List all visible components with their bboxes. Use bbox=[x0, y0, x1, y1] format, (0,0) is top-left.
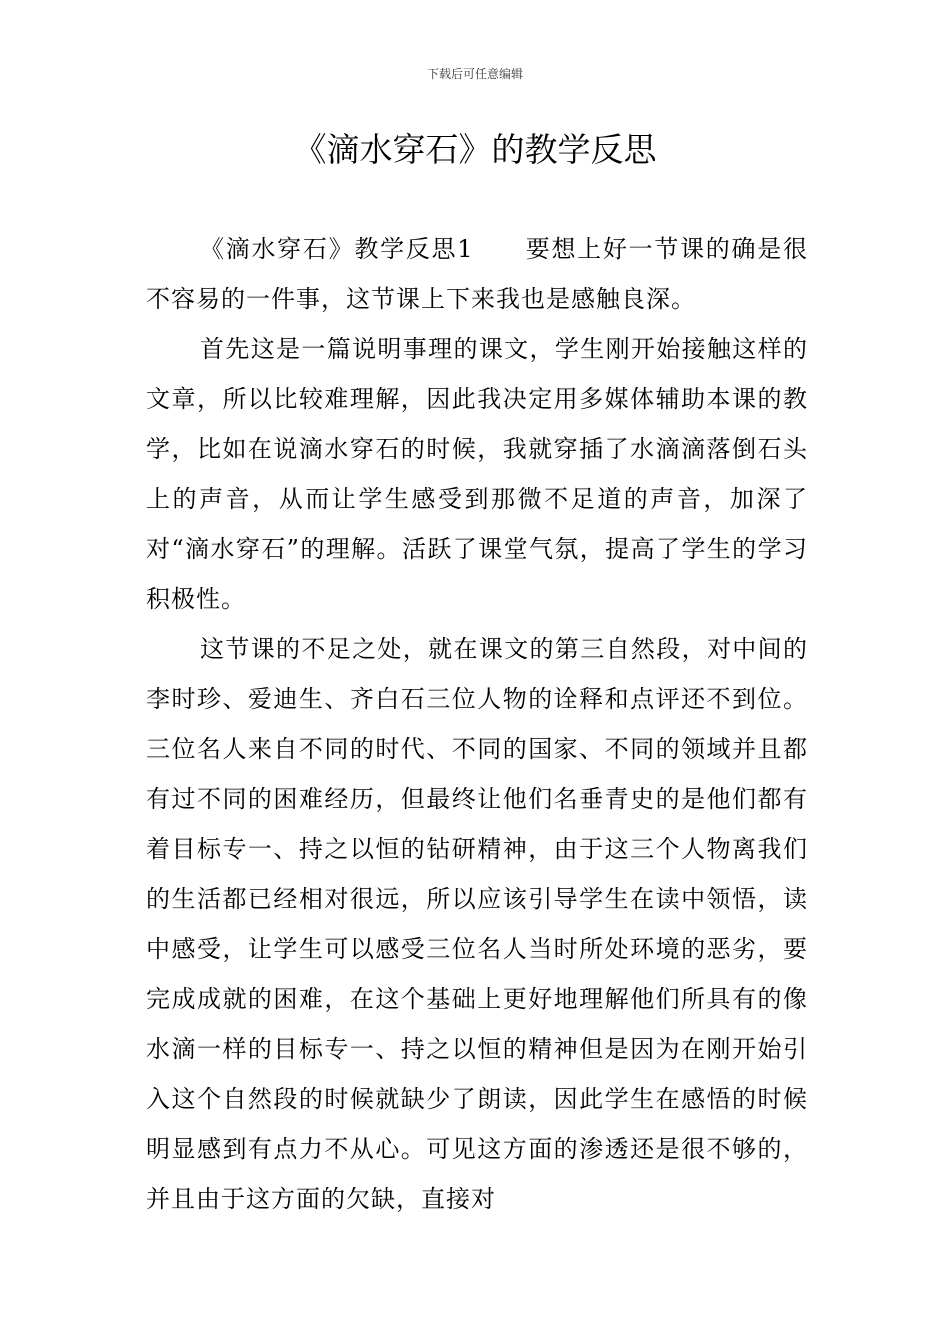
paragraph-1: 《滴水穿石》教学反思1 要想上好一节课的确是很不容易的一件事，这节课上下来我也是感触良深。 bbox=[146, 235, 808, 313]
header-note: 下载后可任意编辑 bbox=[426, 67, 523, 81]
paragraph-3: 这节课的不足之处，就在课文的第三自然段，对中间的李时珍、爱迪生、齐白石三位人物的诠释和点评还不到位。三位名人来自不同的时代、不同的国家、不同的领域并且都有过不同的困难经历，但最终让他们名垂青史的是他们都有着目标专一、持之以恒的钻研精神，由于这三个人物离我们的生活都已经相对很远，所以应该引导学生在读中领悟，读中感受，让学生可以感受三位名人当时所处环境的恶劣，要完成成就的困难，在这个基础上更好地理解他们所具有的像水滴一样的目标专一、持之以恒的精神但是因为在刚开始引入这个自然段的时候就缺少了朗读，因此学生在感悟的时候明显感到有点力不从心。可见这方面的渗透还是很不够的，并且由于这方面的欠缺，直接对 bbox=[146, 635, 808, 1213]
paragraph-2: 首先这是一篇说明事理的课文，学生刚开始接触这样的文章，所以比较难理解，因此我决定用多媒体辅助本课的教学，比如在说滴水穿石的时候，我就穿插了水滴滴落倒石头上的声音，从而让学生感受到那微不足道的声音，加深了对“滴水穿石”的理解。活跃了课堂气氛，提高了学生的学习积极性。 bbox=[146, 335, 808, 613]
document-body bbox=[146, 224, 808, 1224]
document-title: 《滴水穿石》的教学反思 bbox=[293, 130, 657, 169]
